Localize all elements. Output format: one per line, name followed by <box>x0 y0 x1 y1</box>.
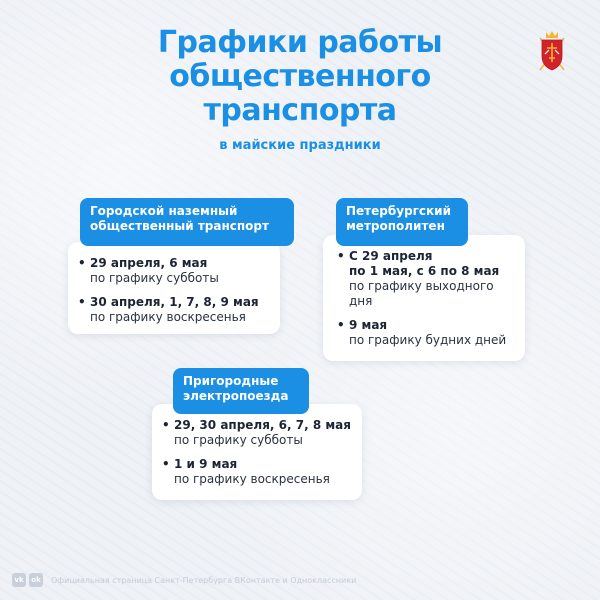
schedule-date: 30 апреля, 1, 7, 8, 9 мая <box>90 295 259 309</box>
card-metro <box>323 235 525 361</box>
schedule-note: по графику выходного <box>349 279 494 293</box>
card-title-suburban-trains <box>173 368 309 414</box>
bullet: • <box>162 457 170 471</box>
card-title-metro <box>336 198 468 246</box>
schedule-item <box>162 418 352 448</box>
page-title-line-3: транспорта <box>203 93 397 128</box>
card-title-ground-transport <box>80 198 294 246</box>
header <box>0 26 600 154</box>
schedule-date: 1 и 9 мая <box>174 457 238 471</box>
footer <box>12 572 356 588</box>
bullet: • <box>337 318 345 332</box>
schedule-note: по графику воскресенья <box>90 310 246 324</box>
schedule-date: 29, 30 апреля, 6, 7, 8 мая <box>174 418 351 432</box>
card-title-line: Пригородные <box>183 374 279 388</box>
schedule-item <box>78 295 270 325</box>
page-title-line-1: Графики работы <box>157 25 443 60</box>
schedule-note: по графику будних дней <box>349 333 507 347</box>
card-title-line: общественный транспорт <box>90 219 269 233</box>
schedule-date: С 29 апреля <box>349 249 433 263</box>
bullet: • <box>78 295 86 309</box>
bullet: • <box>337 249 345 263</box>
card-suburban-trains <box>152 404 362 500</box>
odnoklassniki-icon[interactable]: ok <box>29 573 43 587</box>
footer-text: Официальная страница Санкт-Петербурга ВКонтакте и Одноклассники <box>51 575 357 585</box>
bullet: • <box>78 256 86 270</box>
schedule-list <box>162 418 352 487</box>
card-ground-transport <box>68 242 280 334</box>
bullet: • <box>162 418 170 432</box>
card-title-line: Петербургский <box>346 204 451 218</box>
spb-coat-of-arms-icon <box>537 30 567 72</box>
schedule-note: по графику воскресенья <box>174 472 330 486</box>
schedule-note: дня <box>349 294 373 308</box>
vk-icon[interactable]: vk <box>12 573 26 587</box>
schedule-date: по 1 мая, с 6 по 8 мая <box>349 264 500 278</box>
schedule-date: 29 апреля, 6 мая <box>90 256 208 270</box>
schedule-list <box>78 256 270 325</box>
schedule-item <box>162 457 352 487</box>
schedule-note: по графику субботы <box>90 271 219 285</box>
page-subtitle: в майские праздники <box>219 138 381 153</box>
schedule-date: 9 мая <box>349 318 388 332</box>
schedule-note: по графику субботы <box>174 433 303 447</box>
card-title-line: электропоезда <box>183 389 289 403</box>
schedule-item <box>337 318 515 348</box>
card-title-line: Городской наземный <box>90 204 238 218</box>
schedule-list <box>337 249 515 348</box>
schedule-item <box>78 256 270 286</box>
page-title-line-2: общественного <box>169 59 431 94</box>
card-title-line: метрополитен <box>346 219 445 233</box>
schedule-item <box>337 249 515 309</box>
